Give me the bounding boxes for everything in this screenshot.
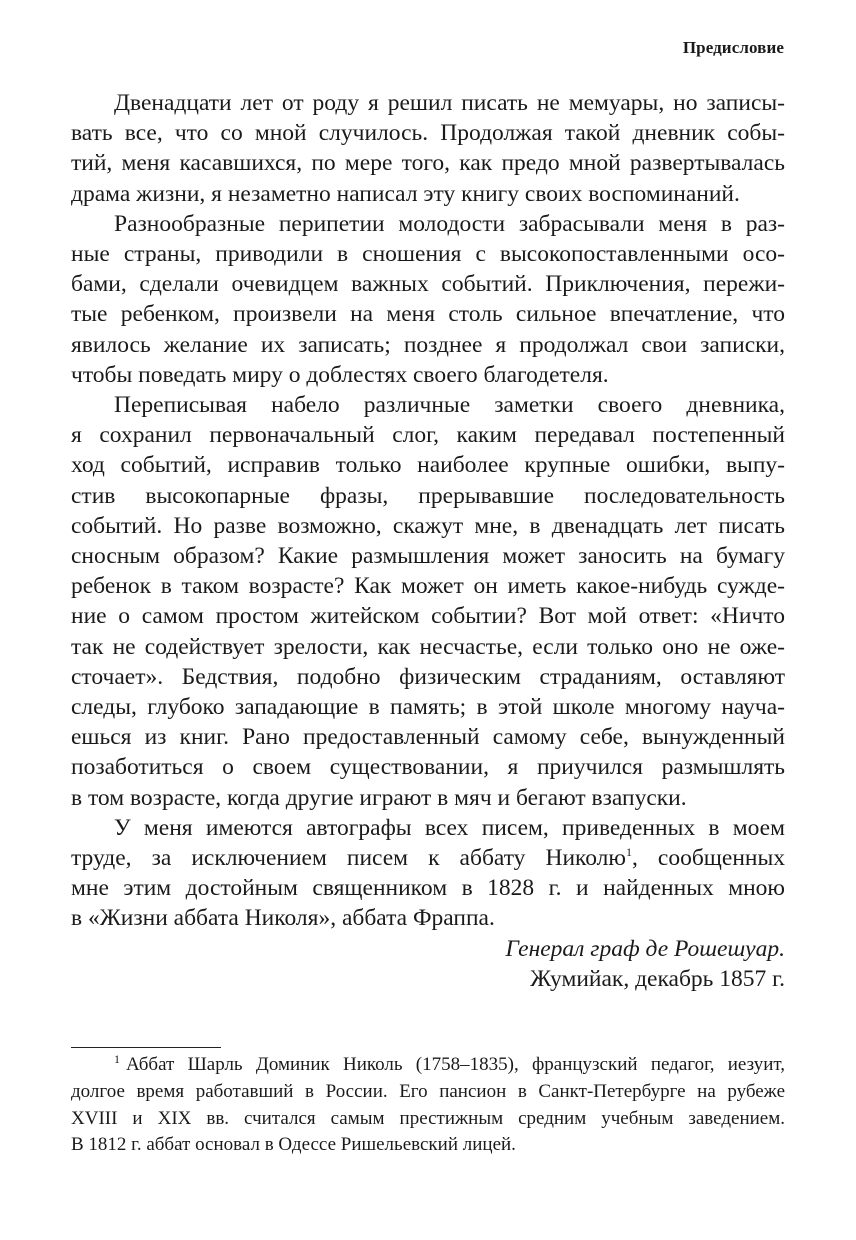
text-line: ребенок в таком возрасте? Как может он иметь какое-нибудь сужде- <box>71 573 785 600</box>
body-text <box>71 88 785 994</box>
text-line-tail: , сообщенных <box>631 845 786 872</box>
text-line: ешься из книг. Рано предоставленный самому себе, вынужденный <box>71 724 785 751</box>
text-line: тий, меня касавшихся, по мере того, как предо мной развертывалась <box>71 150 785 177</box>
running-head: Предисловие <box>682 38 784 57</box>
signature-author: Генерал граф де Рошешуар. <box>505 935 785 962</box>
text-line: ние о самом простом житейском событии? Вот мой ответ: «Ничто <box>71 603 785 630</box>
text-line: я сохранил первоначальный слог, каким передавал постепенный <box>71 422 785 449</box>
footnote <box>71 1052 785 1159</box>
text-line: Двенадцати лет от роду я решил писать не мемуары, но записы- <box>114 90 785 116</box>
text-line: бами, сделали очевидцем важных событий. Приключения, пережи- <box>71 271 785 298</box>
text-line: У меня имеются автографы всех писем, приведенных в моем <box>114 814 785 841</box>
text-line: стив высокопарные фразы, прерывавшие последовательность <box>71 482 785 509</box>
text-line: событий. Но разве возможно, скажут мне, в двенадцать лет писать <box>71 512 785 539</box>
text-line: следы, глубоко западающие в память; в этой школе многому науча- <box>71 694 785 721</box>
signature-place-date: Жумийак, декабрь 1857 г. <box>530 965 785 992</box>
text-line: так не содействует зрелости, как несчастье, если только оно не оже- <box>71 633 785 660</box>
text-line: драма жизни, я незаметно написал эту книгу своих воспоминаний. <box>71 180 740 207</box>
paragraph-3 <box>71 390 785 813</box>
text-line: Переписывая набело различные заметки своего дневника, <box>114 392 785 419</box>
text-line: позаботиться о своем существовании, я приучился размышлять <box>71 754 785 781</box>
paragraph-4 <box>71 813 785 934</box>
text-line: вать все, что со мной случилось. Продолжая такой дневник собы- <box>71 120 785 147</box>
text-line: ные страны, приводили в сношения с высокопоставленными осо- <box>71 241 785 268</box>
text-line: в том возрасте, когда другие играют в мяч и бегают взапуски. <box>71 784 687 811</box>
footnote-reference[interactable]: 1 <box>625 845 632 860</box>
text-line: чтобы поведать миру о доблестях своего благодетеля. <box>71 361 609 388</box>
paragraph-1 <box>71 88 785 209</box>
text-line: сточает». Бедствия, подобно физическим страданиям, оставляют <box>71 663 785 690</box>
text-line: Разнообразные перипетии молодости забрасывали меня в раз- <box>114 210 785 237</box>
text-line: тые ребенком, произвели на меня столь сильное впечатление, что <box>71 301 785 328</box>
text-line: ход событий, исправив только наиболее крупные ошибки, выпу- <box>71 452 785 479</box>
text-line: явилось желание их записать; позднее я продолжал свои записки, <box>71 331 785 358</box>
footnote-line: долгое время работавший в России. Его пансион в Санкт-Петербурге на рубеже <box>71 1080 785 1102</box>
text-line-head: труде, за исключением писем к аббату Николю <box>71 845 626 872</box>
footnote-line <box>71 1052 785 1079</box>
footnote-divider <box>71 1047 221 1048</box>
footnote-line-text: Аббат Шарль Доминик Николь (1758–1835), французский педагог, иезуит, <box>126 1054 785 1075</box>
text-line: в «Жизни аббата Николя», аббата Фраппа. <box>71 905 495 932</box>
footnote-line: XVIII и XIX вв. считался самым престижным средним учебным заведением. <box>71 1107 785 1129</box>
paragraph-2 <box>71 209 785 390</box>
footnote-mark: 1 <box>114 1051 120 1066</box>
text-line: мне этим достойным священником в 1828 г. и найденных мною <box>71 875 785 902</box>
text-line: сносным образом? Какие размышления может заносить на бумагу <box>71 543 785 570</box>
text-line <box>71 843 785 873</box>
footnote-line: В 1812 г. аббат основал в Одессе Ришельевский лицей. <box>71 1134 516 1156</box>
